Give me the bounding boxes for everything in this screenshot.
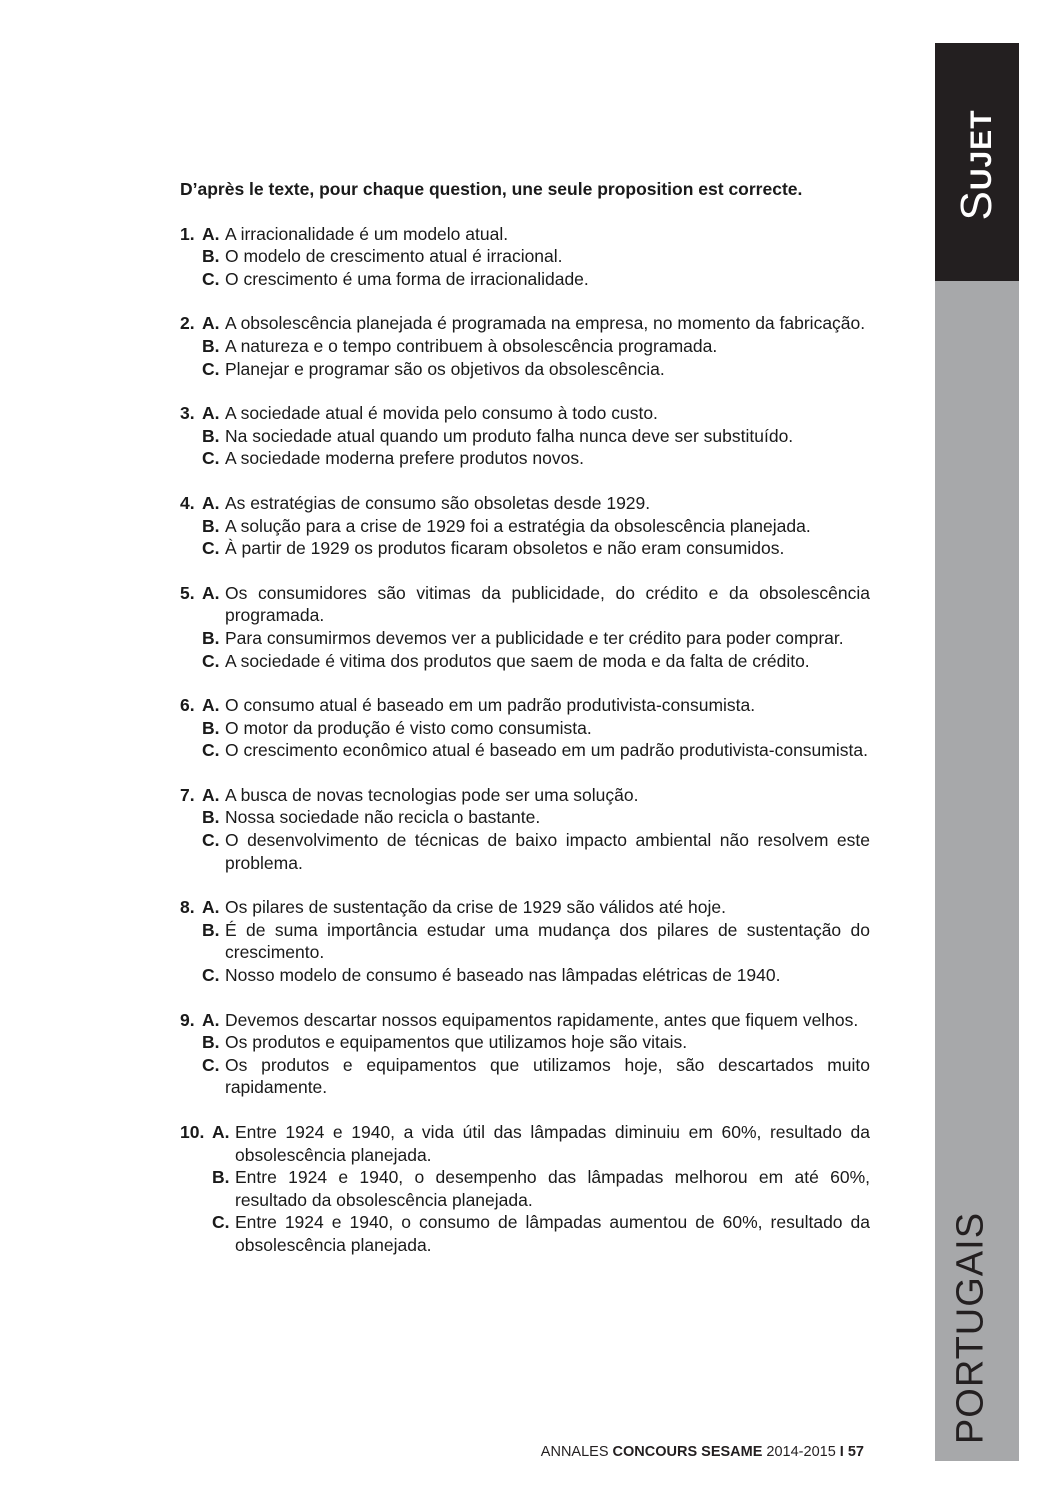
question-option xyxy=(180,335,870,358)
question-number: 10. xyxy=(180,1122,205,1142)
section-rest: UJET xyxy=(965,109,998,191)
option-letter: A. xyxy=(202,582,220,603)
option-letter: C. xyxy=(202,538,220,559)
question-option xyxy=(180,1054,870,1099)
option-text: Planejar e programar são os objetivos da obsolescência. xyxy=(225,358,665,379)
option-letter: A. xyxy=(202,403,220,424)
question-6 xyxy=(180,694,870,762)
option-letter: B. xyxy=(202,1032,220,1053)
option-letter: A. xyxy=(202,784,220,805)
question-option xyxy=(180,694,870,717)
footer-annales: ANNALES xyxy=(540,1444,609,1460)
question-number: 6. xyxy=(180,695,195,716)
question-number: 3. xyxy=(180,403,195,424)
question-option xyxy=(180,1031,870,1054)
option-letter: B. xyxy=(202,335,220,356)
option-text: Os consumidores são vitimas da publicidade, do crédito e da obsolescência programada. xyxy=(225,582,870,626)
subject-label: PORTUGAIS xyxy=(949,1211,992,1445)
question-option xyxy=(180,447,870,470)
exam-content xyxy=(180,178,870,1279)
page-number: 57 xyxy=(847,1444,864,1460)
question-option xyxy=(180,358,870,381)
question-3 xyxy=(180,402,870,470)
option-letter: C. xyxy=(202,740,220,761)
option-letter: A. xyxy=(202,897,220,918)
option-text: Devemos descartar nossos equipamentos rapidamente, antes que fiquem velhos. xyxy=(225,1009,859,1030)
option-text: O desenvolvimento de técnicas de baixo impacto ambiental não resolvem este problema. xyxy=(225,830,870,873)
option-text: Entre 1924 e 1940, a vida útil das lâmpadas diminuiu em 60%, resultado da obsolescência planejada. xyxy=(235,1122,870,1165)
option-letter: B. xyxy=(202,246,220,267)
question-option xyxy=(180,627,870,650)
question-option xyxy=(180,312,870,335)
option-text: A obsolescência planejada é programada na empresa, no momento da fabricação. xyxy=(225,313,866,334)
question-option xyxy=(180,784,870,807)
option-letter: C. xyxy=(202,830,220,851)
option-text: O consumo atual é baseado em um padrão produtivista-consumista. xyxy=(225,695,756,716)
option-text: Nosso modelo de consumo é baseado nas lâmpadas elétricas de 1940. xyxy=(225,965,781,986)
question-option xyxy=(180,739,870,762)
question-option xyxy=(180,717,870,740)
question-10 xyxy=(180,1121,870,1257)
option-letter: C. xyxy=(202,1054,220,1075)
page-footer xyxy=(541,1444,864,1460)
question-number: 7. xyxy=(180,784,195,805)
option-text: A natureza e o tempo contribuem à obsolescência programada. xyxy=(225,335,718,356)
question-number: 9. xyxy=(180,1009,195,1030)
option-letter: C. xyxy=(202,965,220,986)
question-option xyxy=(180,1166,870,1211)
option-text: É de suma importância estudar uma mudança dos pilares de sustentação do crescimento. xyxy=(225,919,870,963)
option-text: A irracionalidade é um modelo atual. xyxy=(225,223,509,244)
question-8 xyxy=(180,896,870,986)
option-letter: C. xyxy=(202,268,220,289)
option-letter: C. xyxy=(212,1212,230,1233)
option-text: A sociedade atual é movida pelo consumo à todo custo. xyxy=(225,403,658,424)
question-option xyxy=(180,1009,870,1032)
question-option xyxy=(180,537,870,560)
question-1 xyxy=(180,223,870,291)
option-text: A sociedade é vitima dos produtos que saem de moda e da falta de crédito. xyxy=(225,650,810,671)
question-4 xyxy=(180,492,870,560)
section-initial: S xyxy=(952,190,1001,221)
question-option xyxy=(180,806,870,829)
question-option xyxy=(180,829,870,874)
option-letter: C. xyxy=(202,448,220,469)
option-text: Na sociedade atual quando um produto falha nunca deve ser substituído. xyxy=(225,425,794,446)
option-text: Os pilares de sustentação da crise de 1929 são válidos até hoje. xyxy=(225,897,727,918)
question-option xyxy=(180,268,870,291)
option-text: Os produtos e equipamentos que utilizamos hoje, são descartados muito rapidamente. xyxy=(225,1054,870,1098)
footer-years: 2014-2015 xyxy=(766,1444,836,1460)
option-letter: A. xyxy=(202,223,220,244)
question-option xyxy=(180,515,870,538)
option-text: A solução para a crise de 1929 foi a estratégia da obsolescência planejada. xyxy=(225,515,811,536)
option-text: Nossa sociedade não recicla o bastante. xyxy=(225,807,541,828)
question-9 xyxy=(180,1009,870,1099)
question-7 xyxy=(180,784,870,874)
question-option xyxy=(180,919,870,964)
option-letter: A. xyxy=(212,1122,230,1142)
option-text: Para consumirmos devemos ver a publicidade e ter crédito para poder comprar. xyxy=(225,627,844,648)
question-option xyxy=(180,1121,870,1166)
option-letter: A. xyxy=(202,1009,220,1030)
question-5 xyxy=(180,582,870,672)
option-text: O modelo de crescimento atual é irracional. xyxy=(225,246,563,267)
option-text: Os produtos e equipamentos que utilizamos hoje são vitais. xyxy=(225,1032,688,1053)
question-2 xyxy=(180,312,870,380)
question-number: 5. xyxy=(180,582,195,603)
option-text: Entre 1924 e 1940, o consumo de lâmpadas aumentou de 60%, resultado da obsolescência planejada. xyxy=(235,1212,870,1255)
question-number: 2. xyxy=(180,313,195,334)
option-letter: C. xyxy=(202,650,220,671)
question-option xyxy=(180,1211,870,1256)
question-option xyxy=(180,964,870,987)
option-letter: B. xyxy=(202,807,220,828)
option-letter: C. xyxy=(202,358,220,379)
option-text: O crescimento econômico atual é baseado em um padrão produtivista-consumista. xyxy=(225,740,868,761)
option-text: Entre 1924 e 1940, o desempenho das lâmpadas melhorou em até 60%, resultado da obsolescência planejada. xyxy=(235,1167,870,1210)
option-text: A sociedade moderna prefere produtos novos. xyxy=(225,448,584,469)
option-letter: B. xyxy=(202,425,220,446)
section-label xyxy=(952,109,1002,220)
question-option xyxy=(180,402,870,425)
instruction: D’après le texte, pour chaque question, une seule proposition est correcte. xyxy=(180,179,803,199)
footer-separator: I xyxy=(839,1444,844,1460)
option-letter: B. xyxy=(212,1167,230,1188)
question-option xyxy=(180,650,870,673)
option-text: À partir de 1929 os produtos ficaram obsoletos e não eram consumidos. xyxy=(225,538,785,559)
option-letter: A. xyxy=(202,313,220,334)
question-option xyxy=(180,896,870,919)
question-number: 4. xyxy=(180,492,195,513)
option-letter: A. xyxy=(202,695,220,716)
option-text: A busca de novas tecnologias pode ser uma solução. xyxy=(225,784,639,805)
question-option xyxy=(180,223,870,246)
option-letter: A. xyxy=(202,492,220,513)
option-letter: B. xyxy=(202,919,220,940)
option-letter: B. xyxy=(202,717,220,738)
footer-concours: CONCOURS SESAME xyxy=(612,1444,763,1460)
question-option xyxy=(180,582,870,627)
question-list xyxy=(180,223,870,1257)
option-letter: B. xyxy=(202,627,220,648)
option-text: As estratégias de consumo são obsoletas desde 1929. xyxy=(225,492,651,513)
option-text: O motor da produção é visto como consumista. xyxy=(225,717,592,738)
question-number: 8. xyxy=(180,897,195,918)
question-number: 1. xyxy=(180,223,195,244)
question-option xyxy=(180,492,870,515)
option-text: O crescimento é uma forma de irracionalidade. xyxy=(225,268,589,289)
question-option xyxy=(180,425,870,448)
option-letter: B. xyxy=(202,515,220,536)
question-option xyxy=(180,245,870,268)
